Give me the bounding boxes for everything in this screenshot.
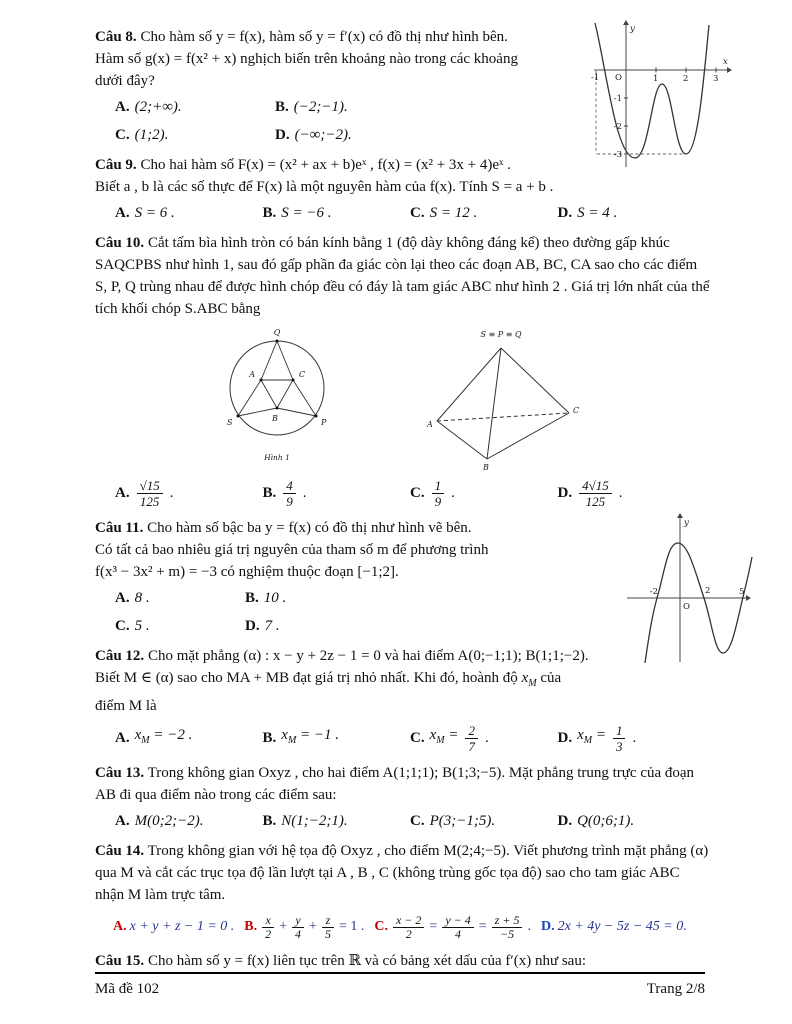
- option-a: [115, 95, 275, 120]
- option-a: [115, 723, 263, 753]
- option-letter: B.: [244, 919, 258, 934]
- point-label-b: B: [271, 414, 278, 423]
- x-tick-5: 5: [739, 587, 745, 597]
- exam-code: Mã đề 102: [95, 981, 160, 997]
- option-b: [245, 586, 375, 611]
- question-label: Câu 8.: [95, 29, 137, 45]
- fraction: $\frac{z + 5}{-5}$: [492, 914, 523, 941]
- question-text: Cho hàm số y = f(x), hàm số y = f′(x) có đồ thị như hình bên.: [140, 29, 508, 45]
- question-line: f(x³ − 3x² + m) = −3 có nghiệm thuộc đoạn [−1;2].: [95, 564, 399, 580]
- question-12: [95, 645, 705, 756]
- point-label-s: S: [226, 418, 232, 427]
- question-line: [95, 154, 705, 176]
- option-value: $x_M$ =: [429, 727, 459, 746]
- option-a: A. $\frac{√15}{125}$ .: [115, 477, 174, 509]
- question-label: Câu 11.: [95, 520, 144, 536]
- option-letter: D.: [557, 484, 573, 501]
- fraction: $\frac{4}{9}$: [283, 478, 296, 509]
- option-value: (−∞;−2).: [294, 127, 352, 143]
- question-text: Cho hàm số y = f(x) liên tục trên ℝ và có bảng xét dấu của f′(x) như sau:: [147, 953, 586, 969]
- option-value: 8 .: [134, 590, 150, 606]
- option-letter: D.: [275, 127, 290, 143]
- page-footer: [95, 972, 705, 998]
- question-line: Biết M ∈ (α) sao cho MA + MB đạt giá trị nhỏ nhất. Khi đó, hoành độ $x_M$ của: [95, 670, 562, 689]
- question-text: Trong không gian Oxyz , cho hai điểm A(1;1;1); B(1;3;−5). Mặt phẳng trung trực của đoạn: [147, 765, 695, 781]
- option-a: [115, 809, 263, 834]
- option-a: [115, 201, 263, 226]
- answer-options: [95, 475, 705, 511]
- answer-options: [95, 809, 705, 834]
- option-c: [410, 809, 558, 834]
- q10-pyramid-figure: [423, 326, 581, 472]
- apex-label: S ≡ P ≡ Q: [480, 330, 521, 339]
- option-letter: C.: [410, 729, 425, 746]
- option-letter: B.: [262, 729, 277, 746]
- option-a: [113, 919, 234, 935]
- question-text: Cắt tấm bìa hình tròn có bán kính bằng 1 (độ dày không đáng kể) theo đường gấp khúc: [147, 235, 670, 251]
- option-letter: D.: [245, 618, 260, 634]
- option-value: 10 .: [263, 590, 287, 606]
- y-axis-label: y: [630, 24, 635, 34]
- option-value: S = −6 .: [281, 205, 332, 221]
- option-c: C. $\frac{x - 2}{2}$ = $\frac{y - 4}{4}$ = $\frac{z + 5}{-5}$ .: [374, 912, 531, 941]
- question-line: Có tất cả bao nhiêu giá trị nguyên của tham số m để phương trình: [95, 542, 489, 558]
- x-tick-neg1: -1: [591, 73, 600, 83]
- point-label-p: P: [320, 418, 326, 427]
- option-value: (2;+∞).: [134, 99, 182, 115]
- question-line: [95, 840, 709, 862]
- option-d: [558, 201, 706, 226]
- question-line: Hàm số g(x) = f(x² + x) nghịch biến trên khoảng nào trong các khoảng: [95, 51, 518, 67]
- question-label: Câu 9.: [95, 157, 137, 173]
- y-tick-neg2: -2: [613, 122, 622, 132]
- axes: [627, 517, 746, 662]
- option-value: 7 .: [264, 618, 280, 634]
- x-sub-m: x: [521, 670, 529, 686]
- option-letter: A.: [115, 99, 130, 115]
- option-d: D. $\frac{4√15}{125}$ .: [557, 477, 623, 509]
- x-tick-2: 2: [705, 586, 711, 596]
- option-value: P(3;−1;5).: [429, 813, 496, 829]
- question-15: [95, 950, 705, 972]
- option-letter: A.: [113, 919, 127, 934]
- option-b: [275, 95, 435, 120]
- net-labels: [227, 328, 327, 427]
- question-line: [95, 232, 705, 254]
- option-d: D. $x_M$ = $\frac{1}{3}$ .: [557, 722, 637, 754]
- y-axis-label: y: [684, 518, 689, 528]
- option-letter: A.: [115, 205, 130, 221]
- question-text: Cho hàm số bậc ba y = f(x) có đồ thị như hình vẽ bên.: [147, 520, 472, 536]
- option-letter: B.: [275, 99, 289, 115]
- option-b: B. $\frac{x}{2}$ + $\frac{y}{4}$ + $\frac{z}{5}$ = 1 .: [244, 912, 365, 941]
- option-d: [541, 919, 687, 935]
- option-b: [263, 809, 411, 834]
- answer-options: [95, 910, 705, 944]
- question-line: điểm M là: [95, 698, 157, 714]
- option-letter: C.: [374, 919, 388, 934]
- question-label: Câu 15.: [95, 953, 145, 969]
- option-value: $x_M = -1$ .: [281, 727, 340, 746]
- q11-cubic-graph: [625, 513, 753, 665]
- fraction: $\frac{z}{5}$: [322, 914, 334, 941]
- question-line: dưới đây?: [95, 73, 155, 89]
- figure-caption: Hình 1: [263, 453, 290, 462]
- option-letter: D.: [557, 813, 573, 829]
- option-value: (−2;−1).: [293, 99, 348, 115]
- fraction: $\frac{y}{4}$: [292, 914, 304, 941]
- question-label: Câu 14.: [95, 843, 145, 859]
- vertex-label-c: C: [572, 406, 579, 415]
- option-letter: D.: [557, 205, 573, 221]
- y-axis-arrow: [623, 20, 629, 25]
- fraction: $\frac{1}{9}$: [432, 478, 445, 509]
- question-10: [95, 232, 710, 511]
- question-text: Trong không gian với hệ tọa độ Oxyz , cho điểm M(2;4;−5). Viết phương trình mặt phẳng (α): [147, 843, 709, 859]
- option-value: S = 12 .: [429, 205, 478, 221]
- origin-label: O: [615, 73, 622, 83]
- point-label-q: Q: [273, 328, 280, 337]
- option-value: S = 6 .: [134, 205, 175, 221]
- x-tick-3: 3: [713, 74, 719, 84]
- option-b: [263, 201, 411, 226]
- option-value: $x_M$ =: [577, 727, 606, 746]
- option-c: [115, 123, 275, 148]
- option-letter: C.: [410, 484, 425, 501]
- option-value: 5 .: [134, 618, 150, 634]
- option-value: (1;2).: [134, 127, 169, 143]
- option-value: S = 4 .: [577, 205, 618, 221]
- answer-options: [95, 720, 705, 756]
- x-tick-1: 1: [653, 74, 659, 84]
- x-axis-arrow: [746, 595, 751, 601]
- question-label: Câu 13.: [95, 765, 145, 781]
- question-text: Cho hai hàm số F(x) = (x² + ax + b)eˣ , f(x) = (x² + 3x + 4)eˣ .: [140, 157, 511, 173]
- point-label-a: A: [248, 370, 255, 379]
- x-tick-2: 2: [683, 74, 689, 84]
- question-line: [95, 517, 705, 539]
- option-letter: B.: [262, 205, 277, 221]
- q8-fprime-graph: [591, 20, 733, 170]
- question-line: Biết a , b là các số thực để F(x) là một nguyên hàm của f(x). Tính S = a + b .: [95, 179, 554, 195]
- option-letter: B.: [262, 484, 277, 501]
- option-letter: B.: [245, 590, 259, 606]
- option-letter: A.: [115, 484, 130, 501]
- question-8: [95, 24, 728, 160]
- fraction: $\frac{1}{3}$: [613, 723, 626, 754]
- question-line: AB đi qua điểm nào trong các điểm sau:: [95, 787, 337, 803]
- fraction: $\frac{x - 2}{2}$: [393, 914, 424, 941]
- option-value: N(1;−2;1).: [281, 813, 348, 829]
- fraction: $\frac{2}{7}$: [465, 723, 478, 754]
- question-line: [95, 950, 705, 972]
- fraction: $\frac{y - 4}{4}$: [442, 914, 473, 941]
- point-label-c: C: [298, 370, 305, 379]
- option-d: [275, 123, 435, 148]
- question-line: tích khối chóp S.ABC bằng: [95, 301, 261, 317]
- fraction: $\frac{x}{2}$: [262, 914, 274, 941]
- option-c: [410, 201, 558, 226]
- option-c: [115, 614, 245, 639]
- option-letter: A.: [115, 729, 130, 746]
- fraction: $\frac{4√15}{125}$: [579, 478, 612, 509]
- question-line: [95, 645, 705, 667]
- question-line: S, P, Q trùng nhau để được hình chóp đều có đáy là tam giác ABC như hình 2 . Giá trị lớn nhất của thể: [95, 279, 710, 295]
- q10-figures: [95, 326, 705, 472]
- question-label: Câu 10.: [95, 235, 145, 251]
- option-letter: C.: [410, 205, 425, 221]
- option-letter: A.: [115, 813, 130, 829]
- option-a: [115, 586, 245, 611]
- page-number: Trang 2/8: [646, 981, 705, 997]
- question-text: Cho mặt phẳng (α) : x − y + 2z − 1 = 0 và hai điểm A(0;−1;1); B(1;1;−2).: [147, 648, 589, 664]
- option-value: $x_M = -2$ .: [134, 727, 193, 746]
- question-9: [95, 154, 705, 226]
- option-c: C. $\frac{1}{9}$ .: [410, 477, 455, 509]
- option-letter: C.: [115, 618, 130, 634]
- hidden-edge-ac: [437, 413, 569, 421]
- option-value: x + y + z − 1 = 0 .: [129, 919, 235, 934]
- answer-options: [95, 201, 705, 226]
- q10-circle-net-figure: [220, 326, 338, 464]
- option-letter: D.: [540, 919, 555, 934]
- vertex-label-a: A: [426, 420, 433, 429]
- pyramid-edges: [437, 348, 569, 459]
- y-axis-arrow: [677, 513, 683, 518]
- option-d: [558, 809, 706, 834]
- question-line: nhận M làm trực tâm.: [95, 887, 226, 903]
- fprime-curve: [595, 23, 709, 158]
- option-letter: A.: [115, 590, 130, 606]
- option-d: [245, 614, 375, 639]
- option-c: C. $x_M$ = $\frac{2}{7}$ .: [410, 722, 489, 754]
- y-tick-neg1: -1: [613, 94, 622, 104]
- question-line: qua M và cắt các trục tọa độ lần lượt tại A , B , C (không trùng gốc tọa độ) sao cho tam giác ABC: [95, 865, 680, 881]
- option-value: 2x + 4y − 5z − 45 = 0.: [557, 919, 687, 934]
- vertex-label-b: B: [482, 463, 489, 472]
- x-axis-label: x: [723, 57, 728, 67]
- option-b: B. $\frac{4}{9}$ .: [262, 477, 307, 509]
- answer-options-row-2: [95, 614, 705, 639]
- origin-label: O: [683, 602, 690, 612]
- answer-options-row-1: [95, 586, 705, 611]
- question-11: [95, 517, 745, 639]
- option-letter: B.: [262, 813, 277, 829]
- option-b: [263, 723, 411, 753]
- question-label: Câu 12.: [95, 648, 145, 664]
- option-letter: C.: [410, 813, 425, 829]
- question-14: [95, 840, 709, 944]
- question-line: [95, 762, 705, 784]
- option-letter: C.: [115, 127, 130, 143]
- option-letter: D.: [557, 729, 573, 746]
- y-tick-neg3: -3: [613, 150, 622, 160]
- question-line: SAQCPBS như hình 1, sau đó gấp phần đa giác còn lại theo các đoạn AB, BC, CA sao cho các điểm: [95, 257, 698, 273]
- option-value: M(0;2;−2).: [134, 813, 204, 829]
- x-tick-neg2: -2: [649, 587, 658, 597]
- fraction: $\frac{√15}{125}$: [137, 478, 163, 509]
- question-13: [95, 762, 705, 834]
- x-axis-arrow: [727, 67, 732, 73]
- option-value: Q(0;6;1).: [577, 813, 635, 829]
